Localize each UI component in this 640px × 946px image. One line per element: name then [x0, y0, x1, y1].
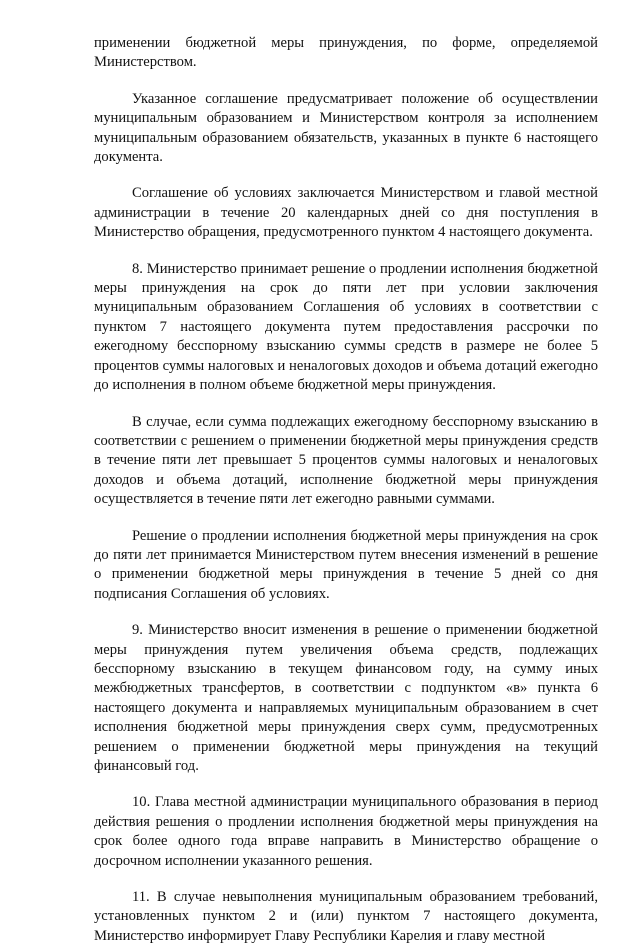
paragraph-item-9: 9. Министерство вносит изменения в решение о применении бюджетной меры принуждения путем увеличения объема средств, подлежащих бесспорному взысканию в текущем финансовом году, на сумму иных межбюджетных трансфертов, в соответствии с подпунктом «в» пункта 6 настоящего документа и направляемых муниципальным образованием в счет исполнения бюджетной меры принуждения сверх сумм, предусмотренных решением о применении бюджетной меры принуждения на текущий финансовый год.: [94, 622, 598, 774]
paragraph-agreement-term: Соглашение об условиях заключается Министерством и главой местной администрации в течение 20 календарных дней со дня поступления в Министерство обращения, предусмотренного пунктом 4 настоящего документа.: [94, 185, 598, 241]
paragraph-item-8-case: В случае, если сумма подлежащих ежегодному бесспорному взысканию в соответствии с решением о применении бюджетной меры принуждения средств в течение пяти лет превышает 5 процентов суммы налоговых и неналоговых доходов и объема дотаций, исполнение бюджетной меры принуждения осуществляется в течение пяти лет ежегодно равными суммами.: [94, 413, 598, 508]
paragraph-item-8: 8. Министерство принимает решение о продлении исполнения бюджетной меры принуждения на срок до пяти лет при условии заключения муниципальным образованием Соглашения об условиях в соответствии с пунктом 7 настоящего документа путем предоставления рассрочки по ежегодному бесспорному взысканию суммы средств в размере не более 5 процентов суммы налоговых и неналоговых доходов и объема дотаций ежегодно до исполнения в полном объеме бюджетной меры принуждения.: [94, 260, 598, 394]
paragraph-continuation: применении бюджетной меры принуждения, по форме, определяемой Министерством.: [94, 35, 598, 71]
paragraph-item-8-decision: Решение о продлении исполнения бюджетной меры принуждения на срок до пяти лет принимается Министерством путем внесения изменений в решение о применении бюджетной меры принуждения в течение 5 дней со дня подписания Соглашения об условиях.: [94, 527, 598, 602]
paragraph-item-10: 10. Глава местной администрации муниципального образования в период действия решения о продлении исполнения бюджетной меры принуждения на срок более одного года вправе направить в Министерство обращение о досрочном исполнении указанного решения.: [94, 794, 598, 869]
paragraph-agreement-control: Указанное соглашение предусматривает положение об осуществлении муниципальным образованием и Министерством контроля за исполнением муниципальным образованием обязательств, указанных в пункте 6 настоящего документа.: [94, 90, 598, 166]
paragraph-item-11: 11. В случае невыполнения муниципальным образованием требований, установленных пунктом 2 и (или) пунктом 7 настоящего документа, Министерство информирует Главу Республики Карелия и главу местной: [94, 889, 598, 944]
